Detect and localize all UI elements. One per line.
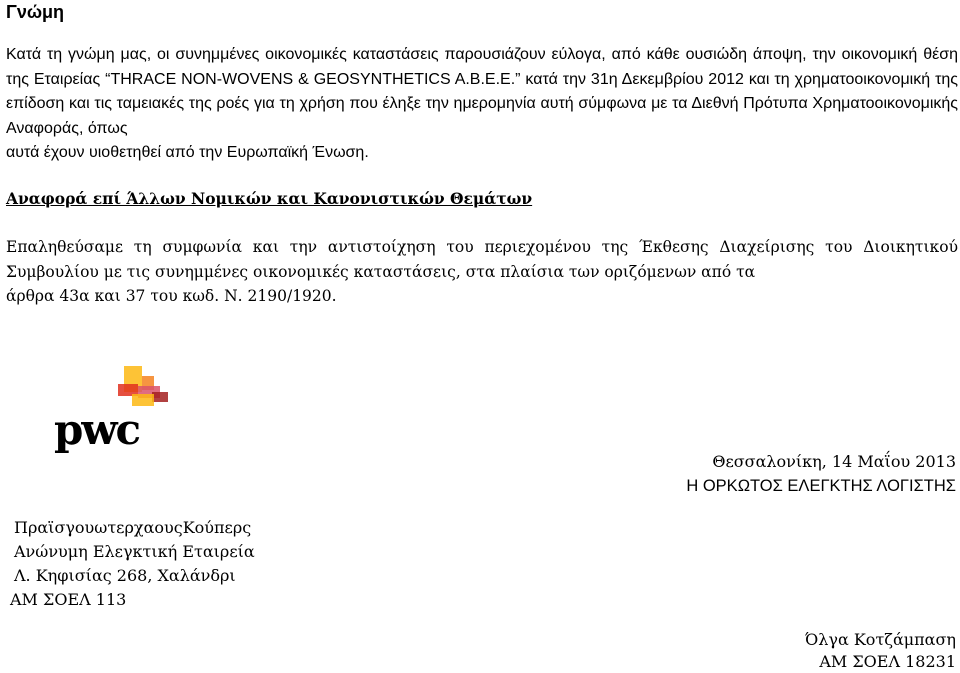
opinion-heading: Γνώμη — [6, 2, 65, 22]
firm-registration: ΑΜ ΣΟΕΛ 113 — [10, 590, 127, 609]
other-matters-heading: Αναφορά επί Άλλων Νομικών και Κανονιστικών Θεμάτων — [6, 189, 533, 208]
firm-type: Ανώνυμη Ελεγκτική Εταιρεία — [14, 542, 255, 561]
pwc-logo — [52, 362, 177, 457]
firm-name: ΠραϊσγουωτερχαουςΚούπερς — [14, 518, 252, 537]
other-matters-paragraph-main: Επαληθεύσαμε τη συμφωνία και την αντιστοίχηση του περιεχομένου της Έκθεσης Διαχείρισης του Διοικητικού Συμβουλίου με τις συνημμένες οικονομικές καταστάσεις, στα πλαίσια των οριζόμενων από τα — [6, 238, 958, 281]
opinion-paragraph — [6, 43, 958, 166]
firm-block — [10, 516, 255, 612]
auditor-registration: ΑΜ ΣΟΕΛ 18231 — [819, 652, 956, 671]
other-matters-paragraph — [6, 235, 958, 309]
firm-address: Λ. Κηφισίας 268, Χαλάνδρι — [14, 566, 236, 585]
opinion-paragraph-last-line: αυτά έχουν υιοθετηθεί από την Ευρωπαϊκή Ένωση. — [6, 144, 369, 161]
pwc-wordmark: pwc — [54, 405, 140, 454]
signature-block — [686, 450, 956, 498]
auditor-name: Όλγα Κοτζάμπαση — [804, 630, 956, 649]
pwc-logo-mark — [118, 366, 168, 406]
signer-title: Η ΟΡΚΩΤΟΣ ΕΛΕΓΚΤΗΣ ΛΟΓΙΣΤΗΣ — [686, 477, 956, 495]
place-date: Θεσσαλονίκη, 14 Μαΐου 2013 — [712, 452, 956, 471]
auditor-block — [805, 629, 956, 673]
opinion-paragraph-main: Κατά τη γνώμη μας, οι συνημμένες οικονομικές καταστάσεις παρουσιάζουν εύλογα, από κάθε ουσιώδη άποψη, την οικονομική θέση της Εταιρείας “THRACE NON-WOVENS & GEOSYNTHETICS A.B.E.E.” κατά την 31η Δεκεμβρίου 2012 και τη χρηματοοικονομική της επίδοση και τις ταμειακές της ροές για τη χρήση που έληξε την ημερομηνία αυτή σύμφωνα με τα Διεθνή Πρότυπα Χρηματοοικονομικής Αναφοράς, όπως — [6, 46, 958, 137]
other-matters-paragraph-last-line: άρθρα 43α και 37 του κωδ. Ν. 2190/1920. — [6, 287, 337, 305]
